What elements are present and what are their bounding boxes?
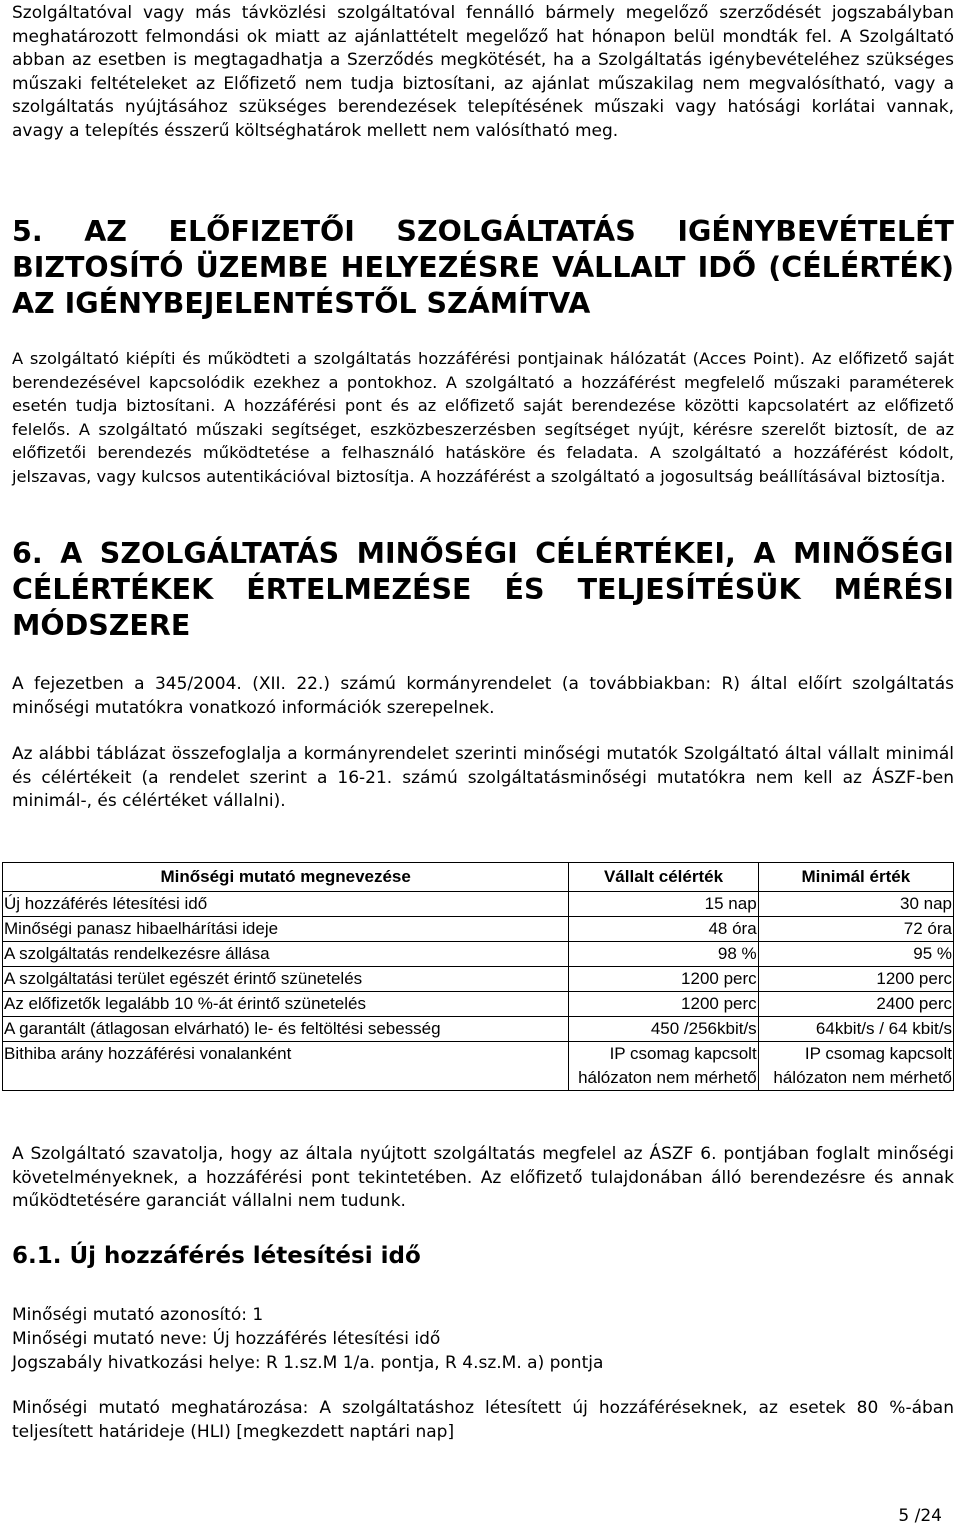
table-header-cell: Vállalt célérték bbox=[569, 863, 758, 892]
table-row bbox=[3, 942, 954, 967]
section-5-body: A szolgáltató kiépíti és működteti a szolgáltatás hozzáférési pontjainak hálózatát (Acces Point). Az előfizető saját berendezésével kapcsolódik ezekhez a pontokhoz. A szolgáltató a hozzáférést megfelelő műszaki paraméterek esetén tudja biztosítani. A hozzáférési pont és az előfizető saját berendezése közötti kapcsolatért az előfizető felelős. A szolgáltató műszaki segítséget, eszközbeszerzésben segítséget nyújt, kérésre szerelőt biztosít, de az előfizetői berendezés működtetése a felhasználó hatásköre és feladata. A szolgáltató a hozzáférést kódolt, jelszavas, vagy kulcsos autentikációval biztosítja. A hozzáférést a szolgáltató a jogosultság beállításával biztosítja. bbox=[12, 349, 954, 486]
table-cell: 1200 perc bbox=[758, 967, 953, 992]
table-cell: 48 óra bbox=[569, 917, 758, 942]
section-6-after-table: A Szolgáltató szavatolja, hogy az általa nyújtott szolgáltatás megfelel az ÁSZF 6. pontjában foglalt minőségi követelményeknek, a hozzáférési pont tekintetében. Az előfizető tulajdonában álló berendezésre és annak működtetésére garanciát vállalni nem tudunk. bbox=[12, 1144, 954, 1211]
section-6-heading: 6. A SZOLGÁLTATÁS MINŐSÉGI CÉLÉRTÉKEI, A MINŐSÉGI CÉLÉRTÉKEK ÉRTELMEZÉSE ÉS TELJESÍTÉSÜK MÉRÉSI MÓDSZERE bbox=[12, 537, 954, 642]
table-cell: 15 nap bbox=[569, 892, 758, 917]
section-6-paragraph-1: A fejezetben a 345/2004. (XII. 22.) számú kormányrendelet (a továbbiakban: R) által előírt szolgáltatás minőségi mutatókra vonatkozó információk szerepelnek. bbox=[12, 674, 954, 718]
section-5-heading: 5. AZ ELŐFIZETŐI SZOLGÁLTATÁS IGÉNYBEVÉTELÉT BIZTOSÍTÓ ÜZEMBE HELYEZÉSRE VÁLLALT IDŐ (CÉLÉRTÉK) AZ IGÉNYBEJELENTÉSTŐL SZÁMÍTVA bbox=[12, 215, 954, 320]
section-6-1-heading: 6.1. Új hozzáférés létesítési idő bbox=[12, 1243, 421, 1269]
table-row bbox=[3, 992, 954, 1017]
table-cell: 30 nap bbox=[758, 892, 953, 917]
table-header-cell: Minőségi mutató megnevezése bbox=[3, 863, 569, 892]
table-cell: 1200 perc bbox=[569, 992, 758, 1017]
table-header-row bbox=[3, 863, 954, 892]
quality-indicators-table bbox=[2, 862, 954, 1091]
table-cell: A szolgáltatási terület egészét érintő szünetelés bbox=[3, 967, 569, 992]
table-row bbox=[3, 917, 954, 942]
intro-paragraph: Szolgáltatóval vagy más távközlési szolgáltatóval fennálló bármely megelőző szerződését jogszabályban meghatározott felmondási ok miatt az ajánlattételt megelőző hat hónapon belül mondták fel. A Szolgáltató abban az esetben is megtagadhatja a Szerződés megkötését, ha a Szolgáltatás igénybevételéhez szükséges műszaki feltételeket az Előfizető nem tudja biztosítani, az ajánlat műszakilag nem megvalósítható, vagy a szolgáltatás nyújtásához szükséges berendezések telepítésének műszaki vagy hatósági korlátai vannak, avagy a telepítés ésszerű költséghatárok mellett nem valósítható meg. bbox=[12, 3, 954, 141]
table-cell: 1200 perc bbox=[569, 967, 758, 992]
table-cell: Az előfizetők legalább 10 %-át érintő szünetelés bbox=[3, 992, 569, 1017]
legal-reference-line: Jogszabály hivatkozási helye: R 1.sz.M 1/a. pontja, R 4.sz.M. a) pontja bbox=[12, 1353, 604, 1373]
table-cell: Minőségi panasz hibaelhárítási ideje bbox=[3, 917, 569, 942]
table-cell: A szolgáltatás rendelkezésre állása bbox=[3, 942, 569, 967]
section-6-paragraph-2: Az alábbi táblázat összefoglalja a kormányrendelet szerinti minőségi mutatók Szolgáltató által vállalt minimál és célértékeit (a rendelet szerint a 16-21. számú szolgáltatásminőségi mutatókra nem kell az ÁSZF-ben minimál-, és célértéket vállalni). bbox=[12, 744, 954, 811]
table-cell: Bithiba arány hozzáférési vonalanként bbox=[3, 1042, 569, 1091]
table-cell: A garantált (átlagosan elvárható) le- és feltöltési sebesség bbox=[3, 1017, 569, 1042]
table-cell: IP csomag kapcsolt hálózaton nem mérhető bbox=[758, 1042, 953, 1091]
table-row bbox=[3, 967, 954, 992]
table-cell: 98 % bbox=[569, 942, 758, 967]
table-header-cell: Minimál érték bbox=[758, 863, 953, 892]
table-cell: Új hozzáférés létesítési idő bbox=[3, 892, 569, 917]
table-cell: IP csomag kapcsolt hálózaton nem mérhető bbox=[569, 1042, 758, 1091]
table-row bbox=[3, 1042, 954, 1091]
table-cell: 450 /256kbit/s bbox=[569, 1017, 758, 1042]
table-cell: 64kbit/s / 64 kbit/s bbox=[758, 1017, 953, 1042]
indicator-id-line: Minőségi mutató azonosító: 1 bbox=[12, 1305, 264, 1325]
table-row bbox=[3, 1017, 954, 1042]
table-row bbox=[3, 892, 954, 917]
table-cell: 72 óra bbox=[758, 917, 953, 942]
table-cell: 2400 perc bbox=[758, 992, 953, 1017]
indicator-definition: Minőségi mutató meghatározása: A szolgáltatáshoz létesített új hozzáféréseknek, az esetek 80 %-ában teljesített határideje (HLI) [megkezdett naptári nap] bbox=[12, 1398, 954, 1442]
page-number: 5 /24 bbox=[898, 1506, 942, 1526]
table-cell: 95 % bbox=[758, 942, 953, 967]
indicator-name-line: Minőségi mutató neve: Új hozzáférés létesítési idő bbox=[12, 1329, 441, 1349]
